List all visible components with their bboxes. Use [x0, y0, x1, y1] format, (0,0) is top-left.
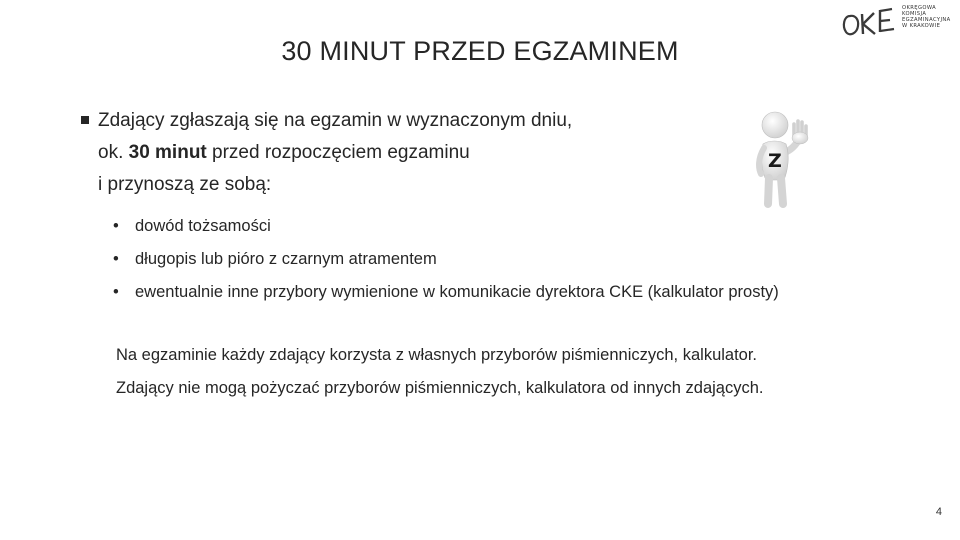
- figure-label: Z: [768, 150, 782, 172]
- note-no-borrowing: Zdający nie mogą pożyczać przyborów piśmienniczych, kalkulatora od innych zdających.: [116, 379, 764, 397]
- bullet-dot: •: [113, 283, 119, 301]
- list-item-text: ewentualnie inne przybory wymienione w komunikacie dyrektora CKE (kalkulator prosty): [135, 283, 779, 301]
- stop-hand-figure-icon: [748, 108, 820, 208]
- logo-line: EGZAMINACYJNA: [902, 17, 951, 23]
- oke-logo-text: [902, 5, 951, 29]
- bullet-dot: •: [113, 250, 119, 268]
- square-bullet-icon: [80, 105, 90, 148]
- main-line-1: Zdający zgłaszają się na egzamin w wyznaczonym dniu,: [98, 110, 573, 131]
- list-item: [113, 283, 779, 302]
- page-number: 4: [935, 506, 942, 518]
- main-line-2-bold: 30 minut: [128, 142, 207, 163]
- note-own-supplies: Na egzaminie każdy zdający korzysta z własnych przyborów piśmienniczych, kalkulator.: [116, 346, 758, 364]
- logo-line: W KRAKOWIE: [902, 23, 941, 29]
- list-item: [113, 217, 271, 236]
- list-item-text: dowód tożsamości: [135, 217, 271, 235]
- oke-logo-mark: [840, 4, 900, 38]
- main-line-2-prefix: ok.: [98, 142, 129, 163]
- list-item: [113, 250, 437, 269]
- list-item-text: długopis lub pióro z czarnym atramentem: [135, 250, 437, 268]
- main-line-3: i przynoszą ze sobą:: [98, 174, 272, 195]
- main-paragraph: [80, 105, 660, 201]
- main-line-2: [80, 137, 660, 169]
- slide-title: 30 MINUT PRZED EGZAMINEM: [281, 36, 679, 66]
- logo-line: KOMISJA: [902, 11, 927, 17]
- logo-line: OKRĘGOWA: [902, 5, 937, 11]
- bullet-dot: •: [113, 217, 119, 235]
- oke-logo: [840, 4, 955, 38]
- main-line-2-suffix: przed rozpoczęciem egzaminu: [206, 142, 470, 163]
